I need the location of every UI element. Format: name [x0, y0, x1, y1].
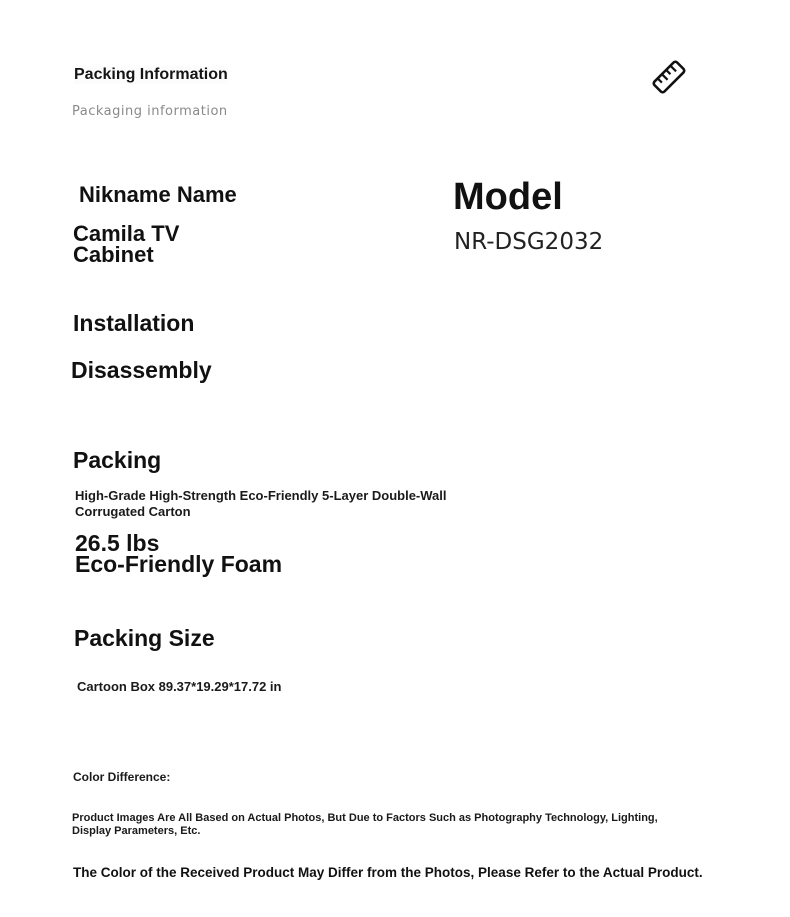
nickname-label: Nikname Name [79, 182, 237, 207]
installation-label: Installation [73, 310, 195, 336]
packing-size-label: Packing Size [74, 625, 215, 651]
model-label: Model [453, 176, 563, 218]
packing-weight-filler [75, 530, 283, 577]
packing-size-value: Cartoon Box 89.37*19.29*17.72 in [77, 679, 282, 694]
installation-value: Disassembly [71, 357, 212, 383]
color-note-line1: Product Images Are All Based on Actual Photos, But Due to Factors Such as Photography Technology, Lighting, [72, 812, 658, 824]
packing-label: Packing [73, 447, 162, 473]
color-difference-note [72, 812, 658, 838]
packing-material-line1: High-Grade High-Strength Eco-Friendly 5-Layer Double-Wall [75, 488, 447, 503]
section-title: Packing Information [74, 66, 228, 83]
packing-filler: Eco-Friendly Foam [75, 551, 283, 577]
packing-material-line2: Corrugated Carton [75, 504, 191, 519]
nickname-value [73, 223, 179, 265]
model-value: NR-DSG2032 [454, 229, 604, 255]
section-subtitle: Packaging information [72, 104, 228, 119]
nickname-value-line2: Cabinet [73, 242, 154, 267]
color-difference-label: Color Difference: [73, 770, 171, 784]
packing-weight: 26.5 lbs [75, 530, 160, 556]
color-difference-note2: The Color of the Received Product May Differ from the Photos, Please Refer to the Actual Product. [73, 865, 703, 880]
packing-material [75, 488, 447, 520]
color-note-line2: Display Parameters, Etc. [72, 825, 201, 837]
nickname-value-line1: Camila TV [73, 221, 180, 246]
ruler-icon [650, 58, 688, 96]
